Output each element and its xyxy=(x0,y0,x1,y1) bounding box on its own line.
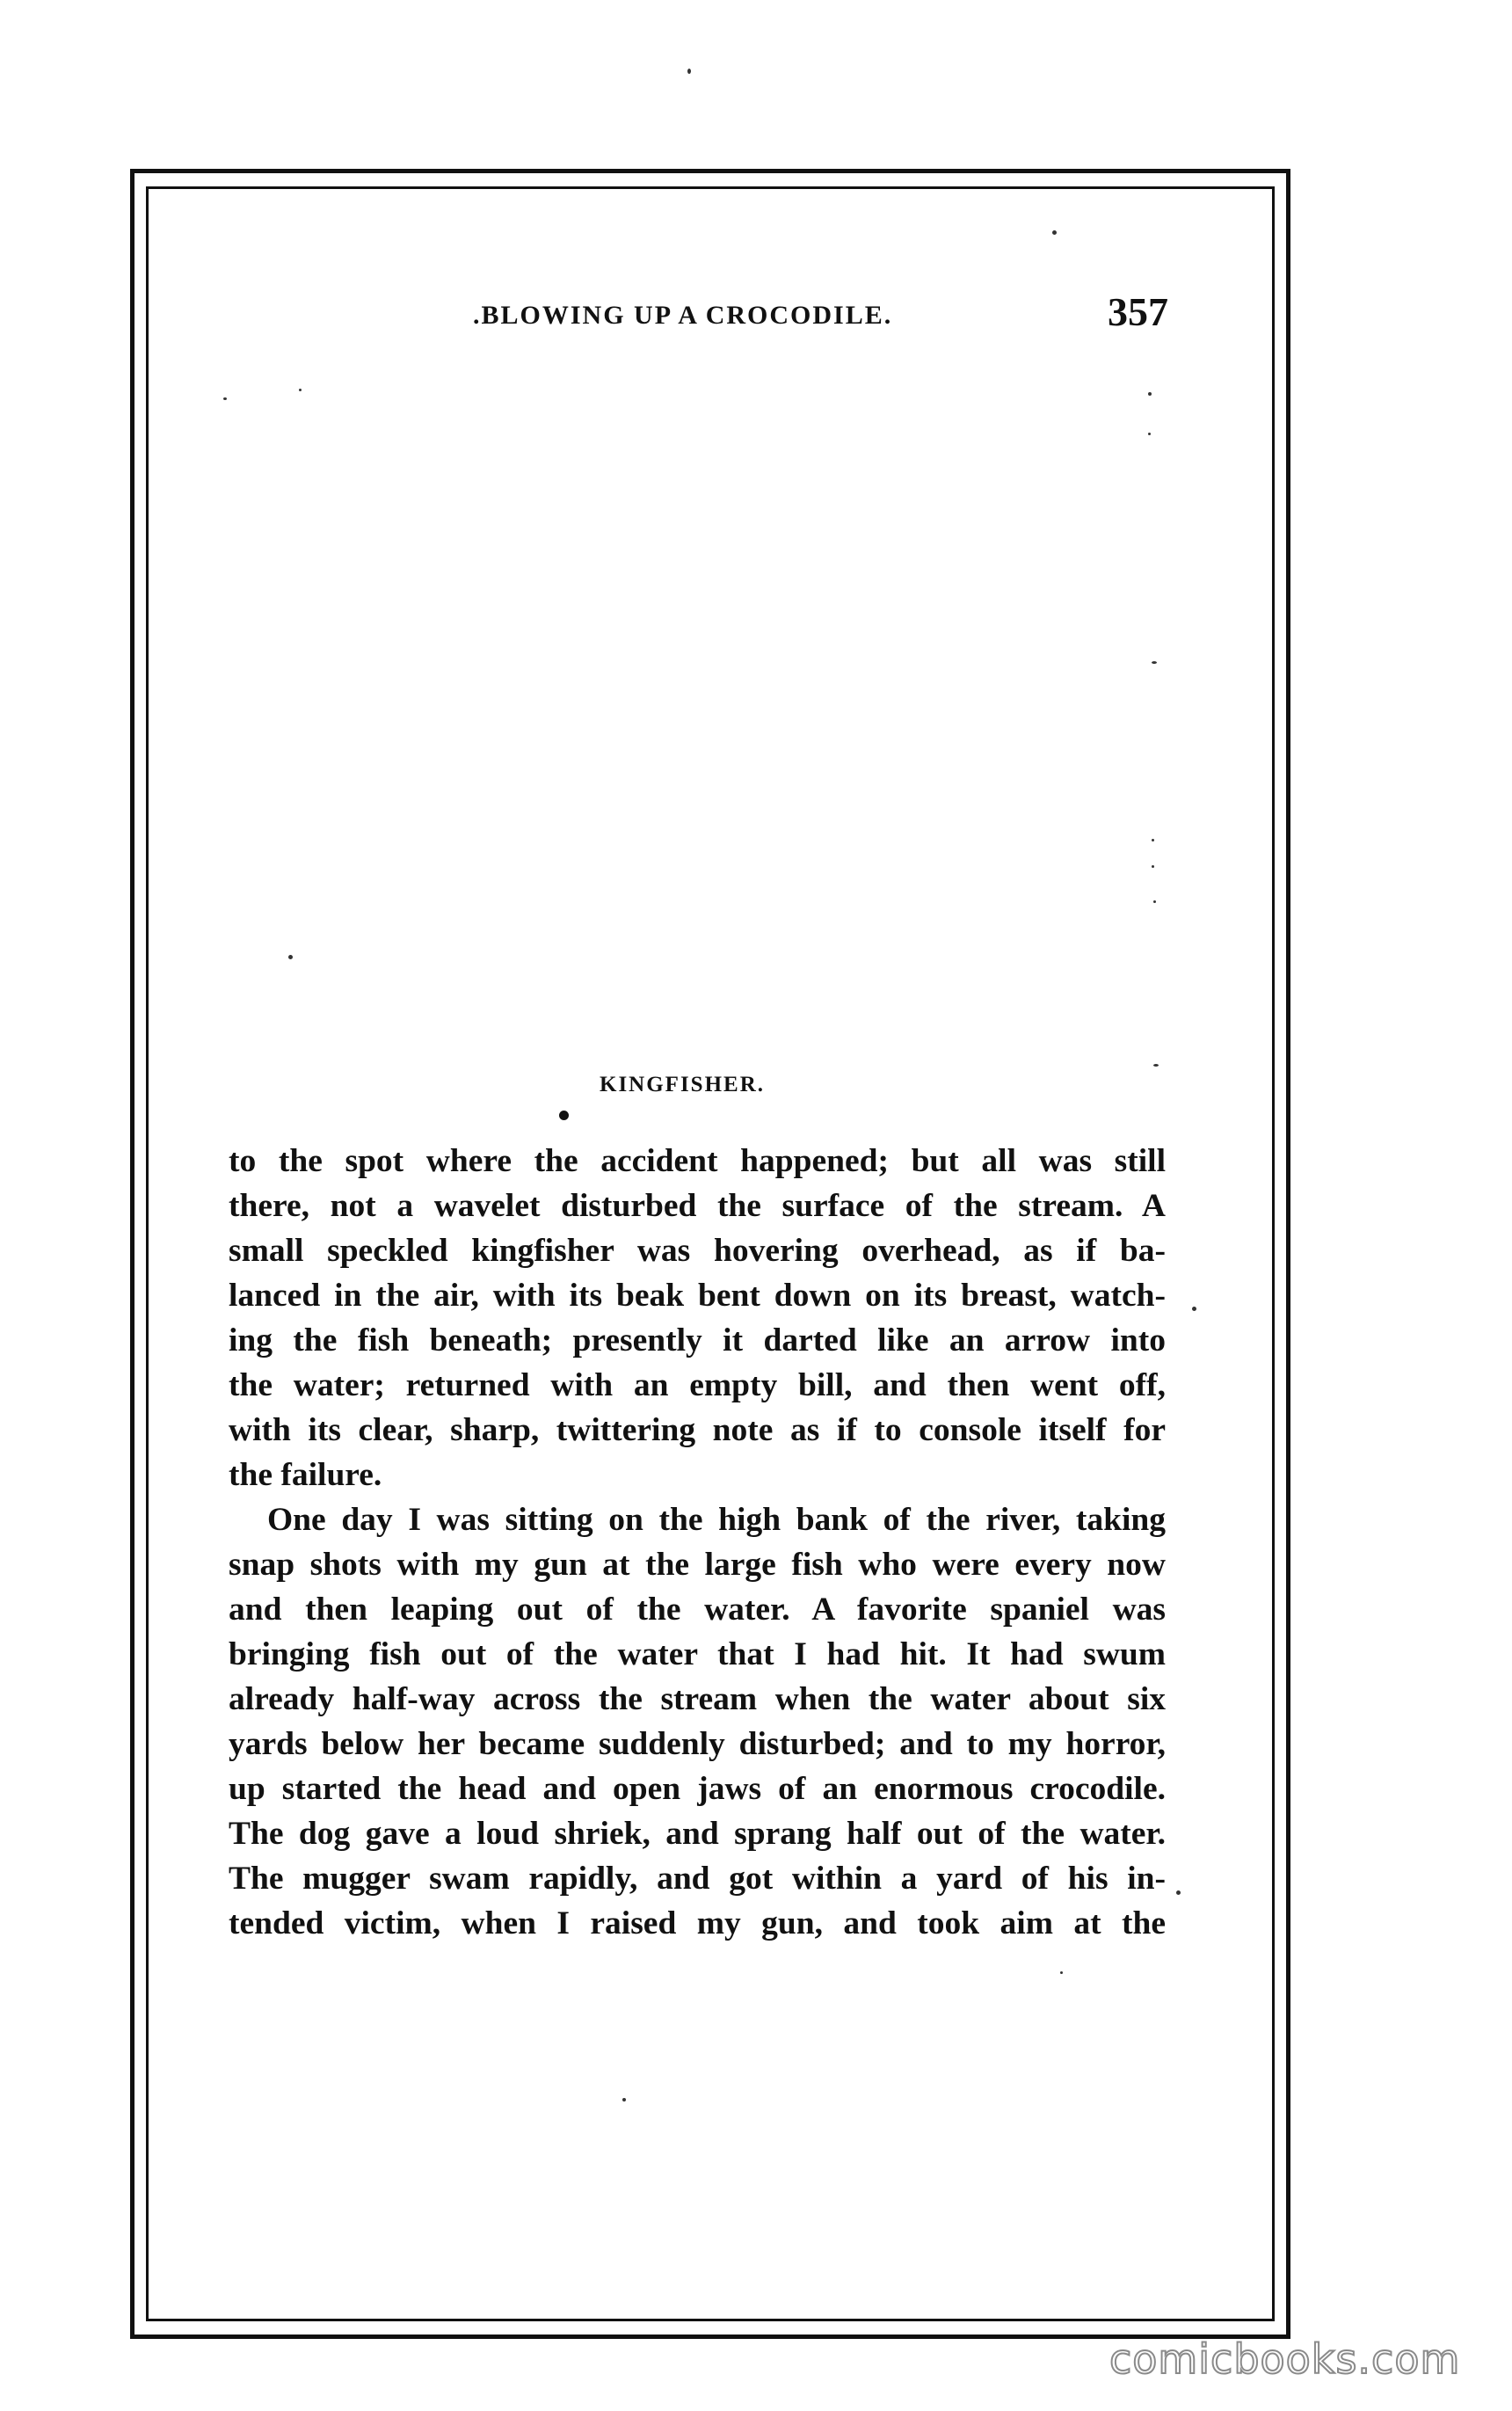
text-line: bringing fish out of the water that I had hit. It had swum xyxy=(229,1636,1166,1672)
page-number: 357 xyxy=(1108,289,1168,334)
scan-speck xyxy=(1153,1064,1159,1067)
watermark: comicbooks.com xyxy=(1109,2335,1461,2383)
scan-speck xyxy=(1152,839,1154,841)
text-line: the failure. xyxy=(229,1457,382,1493)
text-line: tended victim, when I raised my gun, and took aim at the xyxy=(229,1905,1166,1941)
scan-speck xyxy=(1153,900,1156,903)
text-line: there, not a wavelet disturbed the surface of the stream. A xyxy=(229,1188,1166,1224)
scan-speck xyxy=(1152,865,1154,868)
text-line: yards below her became suddenly disturbed; and to my horror, xyxy=(229,1726,1166,1762)
text-line: lanced in the air, with its beak bent down on its breast, watch- xyxy=(229,1278,1166,1314)
text-line: The mugger swam rapidly, and got within a yard of his in- xyxy=(229,1861,1166,1897)
illustration-caption: KINGFISHER. xyxy=(600,1073,766,1096)
scan-speck xyxy=(1192,1307,1196,1311)
paragraph-first-line: One day I was sitting on the high bank of the river, taking xyxy=(267,1502,1166,1538)
text-line: the water; returned with an empty bill, and then went off, xyxy=(229,1367,1166,1403)
scan-speck xyxy=(687,69,691,74)
illustration-area xyxy=(229,378,1166,1046)
scan-speck xyxy=(299,389,302,391)
scan-speck xyxy=(1052,230,1057,235)
text-line: snap shots with my gun at the large fish who were every now xyxy=(229,1547,1166,1583)
text-line: already half-way across the stream when the water about six xyxy=(229,1681,1166,1717)
scan-speck xyxy=(1148,433,1151,435)
scan-speck xyxy=(288,955,293,959)
caption-dot xyxy=(559,1111,569,1120)
scan-speck xyxy=(622,2098,626,2101)
body-text xyxy=(229,1139,1166,1946)
text-line: up started the head and open jaws of an enormous crocodile. xyxy=(229,1771,1166,1807)
text-line: The dog gave a loud shriek, and sprang half out of the water. xyxy=(229,1816,1166,1852)
text-line: and then leaping out of the water. A favorite spaniel was xyxy=(229,1592,1166,1628)
text-line: ing the fish beneath; presently it darted like an arrow into xyxy=(229,1322,1166,1358)
scan-speck xyxy=(1176,1890,1181,1895)
text-line: with its clear, sharp, twittering note as if to console itself for xyxy=(229,1412,1166,1448)
scan-speck xyxy=(223,397,227,400)
scan-speck xyxy=(1148,392,1152,396)
text-line: small speckled kingfisher was hovering overhead, as if ba- xyxy=(229,1233,1166,1269)
text-line: to the spot where the accident happened; but all was still xyxy=(229,1143,1166,1179)
scan-speck xyxy=(1152,661,1157,664)
running-head: .BLOWING UP A CROCODILE. xyxy=(473,301,893,330)
scan-speck xyxy=(1060,1971,1063,1974)
